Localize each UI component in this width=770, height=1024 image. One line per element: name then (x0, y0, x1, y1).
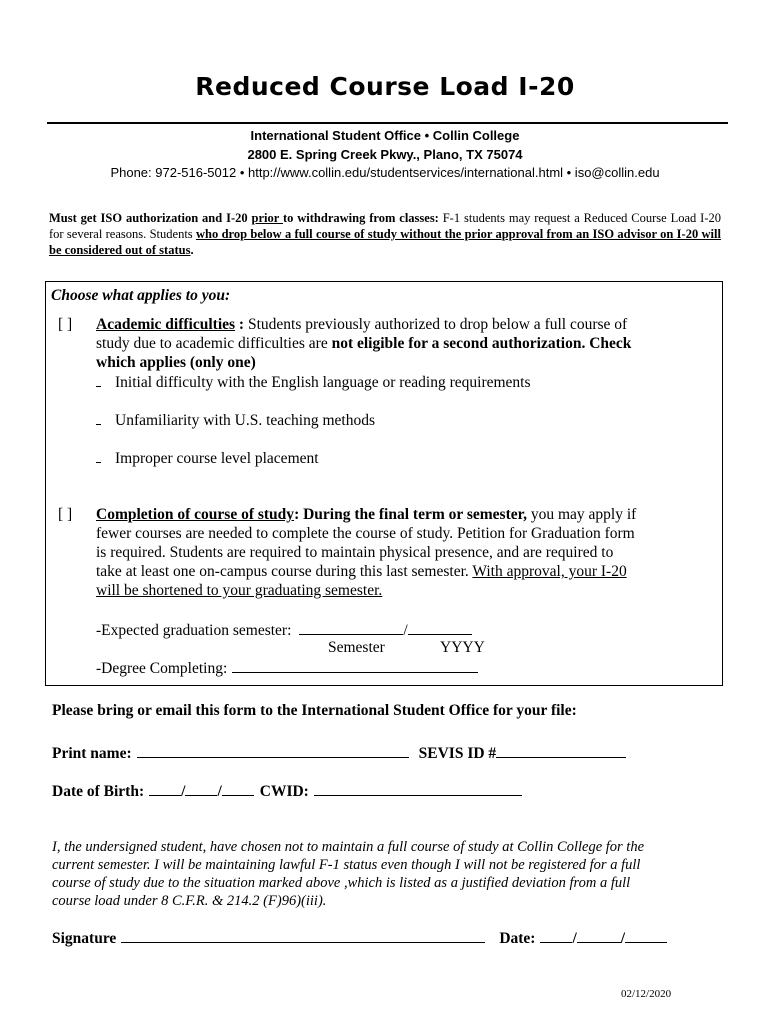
academic-option-1[interactable] (96, 372, 531, 392)
notice-end: . (190, 243, 194, 257)
completion-line3: is required. Students are required to maintain physical presence, and are required to (96, 544, 614, 561)
academic-checkbox[interactable]: [ ] (58, 316, 73, 333)
date-month-field[interactable] (540, 928, 572, 943)
semester-caption: Semester (328, 639, 385, 656)
expected-graduation-label: -Expected graduation semester: (96, 622, 292, 639)
completion-line5: will be shortened to your graduating semester. (96, 582, 383, 599)
sevis-label: SEVIS ID # (418, 745, 497, 762)
statement-line: course load under 8 C.F.R. & 214.2 (F)96)(iii). (52, 893, 327, 909)
completion-text1b: : During the final term or semester, (294, 506, 527, 523)
academic-line1 (96, 315, 627, 334)
option-1-blank[interactable] (96, 372, 101, 387)
academic-colon: : (235, 316, 245, 333)
completion-text4b: With approval, your I-20 (472, 563, 627, 580)
expected-graduation-row: -Expected graduation semester: / (96, 620, 472, 640)
office-name: International Student Office • Collin College (250, 128, 520, 143)
title-divider (47, 122, 728, 124)
statement-line: current semester. I will be maintaining lawful F-1 status even though I will not be registered for a full (52, 857, 641, 873)
signature-field[interactable] (121, 928, 485, 943)
year-field[interactable] (408, 620, 472, 635)
academic-label: Academic difficulties (96, 316, 236, 333)
cwid-field[interactable] (314, 781, 522, 796)
signature-label: Signature (52, 930, 117, 947)
date-day-field[interactable] (577, 928, 621, 943)
option-3-text: Improper course level placement (115, 450, 319, 467)
dob-year-field[interactable] (222, 781, 254, 796)
degree-row (96, 658, 478, 678)
academic-option-3[interactable] (96, 448, 319, 468)
dob-month-field[interactable] (149, 781, 181, 796)
bring-instruction: Please bring or email this form to the International Student Office for your file: (52, 702, 577, 719)
date-year-field[interactable] (625, 928, 667, 943)
options-box (45, 281, 723, 686)
dob-day-field[interactable] (185, 781, 217, 796)
completion-checkbox[interactable]: [ ] (58, 506, 73, 523)
academic-line2 (96, 334, 631, 353)
academic-text2b: not eligible for a second authorization. Check (331, 335, 632, 352)
option-2-blank[interactable] (96, 410, 101, 425)
year-caption: YYYY (440, 639, 485, 656)
notice-lead2: to withdrawing from classes: (282, 211, 439, 225)
student-statement (52, 838, 732, 910)
office-address: 2800 E. Spring Creek Pkwy., Plano, TX 75074 (247, 147, 523, 162)
completion-line4 (96, 562, 627, 581)
sevis-field[interactable] (496, 743, 626, 758)
dob-label: Date of Birth: (52, 783, 145, 800)
form-title: Reduced Course Load I-20 (195, 72, 575, 101)
semester-field[interactable] (299, 620, 403, 635)
options-heading: Choose what applies to you: (51, 287, 231, 304)
academic-option-2[interactable] (96, 410, 375, 430)
cwid-label: CWID: (259, 783, 309, 800)
print-name-row (52, 743, 626, 763)
academic-text2a: study due to academic difficulties are (96, 335, 332, 352)
academic-text1: Students previously authorized to drop below a full course of (244, 316, 628, 333)
dob-row: Date of Birth: / / CWID: (52, 781, 522, 801)
office-contact: Phone: 972-516-5012 • http://www.collin.edu/studentservices/international.html • iso@collin.edu (110, 165, 660, 180)
statement-line: course of study due to the situation marked above ,which is listed as a justified deviation from a full (52, 875, 631, 891)
date-label: Date: (499, 930, 536, 947)
completion-line2: fewer courses are needed to complete the course of study. Petition for Graduation form (96, 525, 635, 542)
authorization-notice (49, 210, 721, 258)
notice-prior: prior (251, 211, 283, 225)
degree-label: -Degree Completing: (96, 660, 228, 677)
print-name-field[interactable] (137, 743, 409, 758)
revision-date: 02/12/2020 (621, 988, 672, 1000)
option-1-text: Initial difficulty with the English language or reading requirements (115, 374, 531, 391)
academic-line3: which applies (only one) (96, 354, 256, 371)
notice-warning: who drop below a full course of study without the prior approval from an ISO advisor on I-20 will be considered out of status (49, 227, 721, 257)
print-name-label: Print name: (52, 745, 132, 762)
completion-line1 (96, 505, 636, 524)
option-3-blank[interactable] (96, 448, 101, 463)
completion-label: Completion of course of study (96, 506, 295, 523)
completion-text1c: you may apply if (526, 506, 637, 523)
notice-text: F-1 students may request a Reduced Course Load I-20 for several reasons. Students (49, 211, 722, 241)
degree-field[interactable] (232, 658, 478, 673)
option-2-text: Unfamiliarity with U.S. teaching methods (115, 412, 376, 429)
notice-lead: Must get ISO authorization and I-20 (49, 211, 252, 225)
statement-line: I, the undersigned student, have chosen not to maintain a full course of study at Collin College for the (52, 839, 645, 855)
completion-text4a: take at least one on-campus course during this last semester. (96, 563, 473, 580)
signature-row: Signature Date: / / (52, 928, 667, 948)
